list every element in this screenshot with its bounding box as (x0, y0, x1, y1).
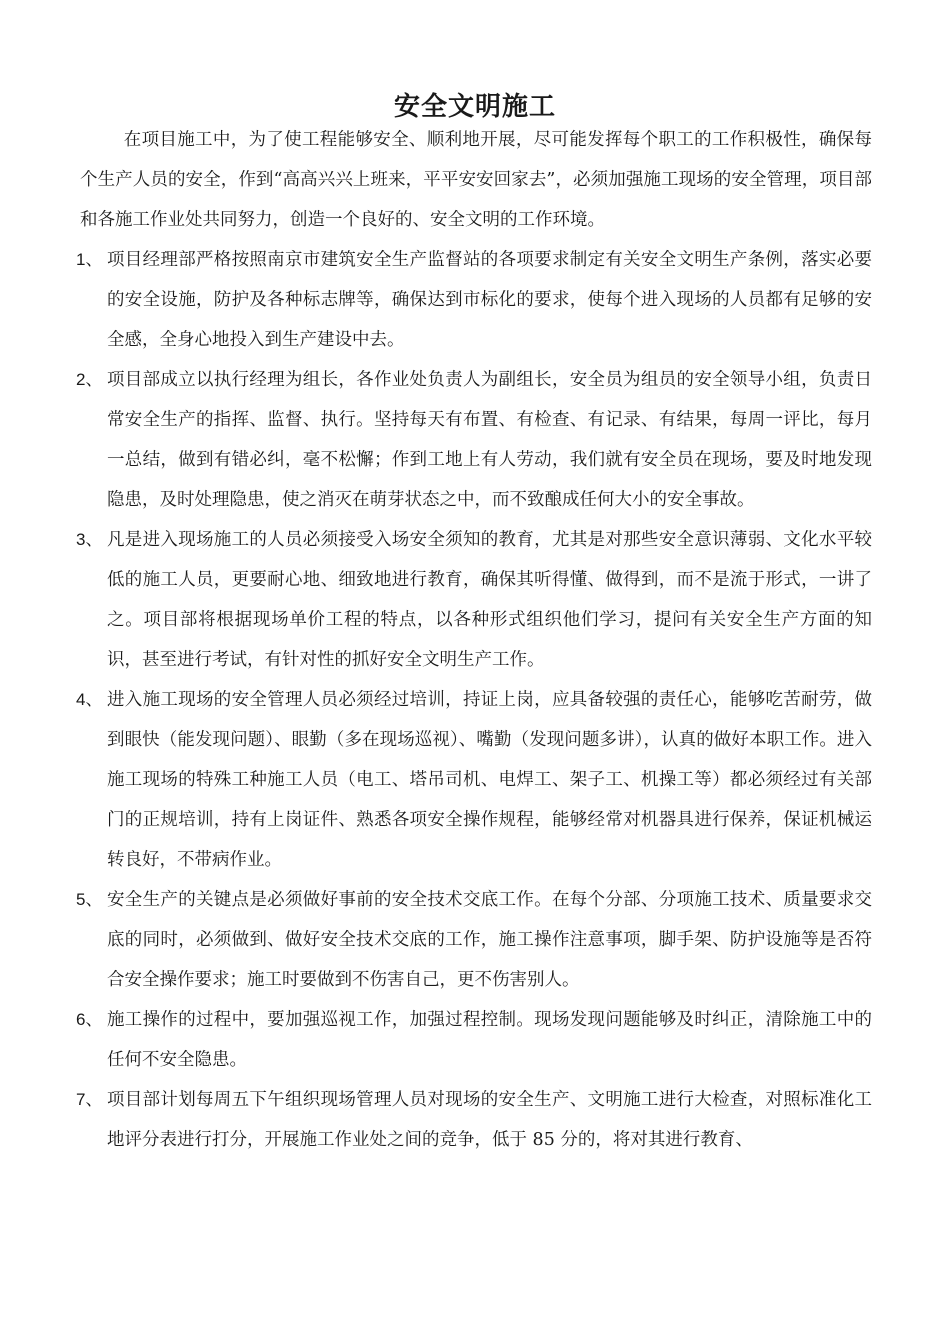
document-title: 安全文明施工 (393, 92, 556, 123)
item-text: 施工操作的过程中，要加强巡视工作，加强过程控制。现场发现问题能够及时纠正，清除施工中的任何不安全隐患。 (107, 1010, 872, 1070)
item-text: 凡是进入现场施工的人员必须接受入场安全须知的教育，尤其是对那些安全意识薄弱、文化水平较低的施工人员，更要耐心地、细致地进行教育，确保其听得懂、做得到，而不是流于形式，一讲了之。项目部将根据现场单价工程的特点，以各种形式组织他们学习，提问有关安全生产方面的知识，甚至进行考试，有针对性的抓好安全文明生产工作。 (107, 530, 872, 670)
item-number: 1、 (76, 250, 103, 270)
list-item (0, 880, 872, 1000)
item-text: 进入施工现场的安全管理人员必须经过培训，持证上岗，应具备较强的责任心，能够吃苦耐劳，做到眼快（能发现问题）、眼勤（多在现场巡视）、嘴勤（发现问题多讲），认真的做好本职工作。进入施工现场的特殊工种施工人员（电工、塔吊司机、电焊工、架子工、机操工等）都必须经过有关部门的正规培训，持有上岗证件、熟悉各项安全操作规程，能够经常对机器具进行保养，保证机械运转良好，不带病作业。 (107, 690, 872, 870)
numbered-list (0, 240, 950, 1160)
list-item (0, 520, 872, 680)
list-item (0, 680, 872, 880)
list-item (0, 1000, 872, 1080)
item-text: 项目经理部严格按照南京市建筑安全生产监督站的各项要求制定有关安全文明生产条例，落实必要的安全设施，防护及各种标志牌等，确保达到市标化的要求，使每个进入现场的人员都有足够的安全感，全身心地投入到生产建设中去。 (107, 250, 872, 350)
item-text: 项目部计划每周五下午组织现场管理人员对现场的安全生产、文明施工进行大检查，对照标准化工地评分表进行打分，开展施工作业处之间的竞争，低于 85 分的，将对其进行教育、 (107, 1090, 872, 1150)
list-item (0, 240, 872, 360)
item-number: 6、 (76, 1010, 103, 1030)
intro-paragraph: 在项目施工中，为了使工程能够安全、顺利地开展，尽可能发挥每个职工的工作积极性，确保每个生产人员的安全，作到“高高兴兴上班来，平平安安回家去”，必须加强施工现场的安全管理，项目部和各施工作业处共同努力，创造一个良好的、安全文明的工作环境。 (80, 130, 872, 230)
list-item (0, 1080, 872, 1160)
item-text: 安全生产的关键点是必须做好事前的安全技术交底工作。在每个分部、分项施工技术、质量要求交底的同时，必须做到、做好安全技术交底的工作，施工操作注意事项，脚手架、防护设施等是否符合安全操作要求；施工时要做到不伤害自己，更不伤害别人。 (107, 890, 872, 990)
item-number: 7、 (76, 1090, 103, 1110)
item-text: 项目部成立以执行经理为组长，各作业处负责人为副组长，安全员为组员的安全领导小组，负责日常安全生产的指挥、监督、执行。坚持每天有布置、有检查、有记录、有结果，每周一评比，每月一总结，做到有错必纠，毫不松懈；作到工地上有人劳动，我们就有安全员在现场，要及时地发现隐患，及时处理隐患，使之消灭在萌芽状态之中，而不致酿成任何大小的安全事故。 (107, 370, 872, 510)
item-number: 2、 (76, 370, 103, 390)
item-number: 3、 (76, 530, 103, 550)
list-item (0, 360, 872, 520)
item-number: 4、 (76, 690, 103, 710)
item-number: 5、 (76, 890, 103, 910)
